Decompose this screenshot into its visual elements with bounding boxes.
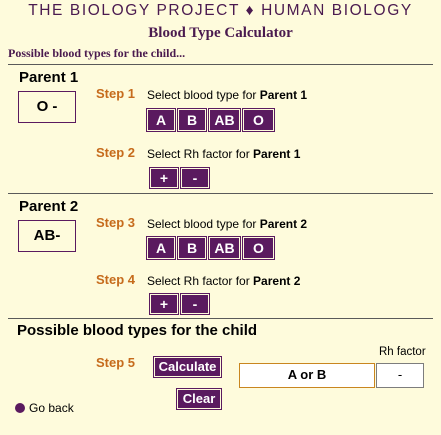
parent1-rh-buttons <box>150 168 209 188</box>
step4-instruction: Select Rh factor for Parent 2 <box>147 274 301 288</box>
step5-label: Step 5 <box>96 355 136 370</box>
parent1-type-a-button[interactable]: A <box>147 109 175 131</box>
parent2-heading: Parent 2 <box>19 198 79 215</box>
calculate-button[interactable]: Calculate <box>154 357 221 377</box>
bullet-icon <box>15 403 25 413</box>
child-heading: Possible blood types for the child <box>17 322 258 339</box>
page-title: Blood Type Calculator <box>148 25 293 41</box>
parent1-result: O - <box>18 91 76 123</box>
divider <box>8 193 433 194</box>
step3-label: Step 3 <box>96 215 136 230</box>
parent1-type-ab-button[interactable]: AB <box>209 109 240 131</box>
site-title: THE BIOLOGY PROJECT ♦ HUMAN BIOLOGY <box>28 2 413 19</box>
parent2-type-ab-button[interactable]: AB <box>209 237 240 259</box>
divider <box>8 318 433 319</box>
parent2-type-b-button[interactable]: B <box>178 237 206 259</box>
divider <box>8 64 433 65</box>
child-rh-factor-output: - <box>376 363 424 388</box>
go-back-link[interactable]: Go back <box>29 401 74 415</box>
parent2-type-buttons <box>147 237 274 259</box>
step4-label: Step 4 <box>96 272 136 287</box>
parent2-rh-buttons <box>150 294 209 314</box>
parent1-type-b-button[interactable]: B <box>178 109 206 131</box>
parent1-heading: Parent 1 <box>19 69 79 86</box>
parent2-result: AB- <box>18 220 76 252</box>
step1-instruction: Select blood type for Parent 1 <box>147 88 308 102</box>
parent2-rh-minus-button[interactable]: - <box>181 294 209 314</box>
parent2-type-a-button[interactable]: A <box>147 237 175 259</box>
page-subtitle: Possible blood types for the child... <box>8 46 186 60</box>
parent1-rh-minus-button[interactable]: - <box>181 168 209 188</box>
parent2-rh-plus-button[interactable]: + <box>150 294 178 314</box>
rh-factor-label: Rh factor <box>379 346 426 358</box>
parent1-type-o-button[interactable]: O <box>243 109 274 131</box>
parent1-type-buttons <box>147 109 274 131</box>
parent2-type-o-button[interactable]: O <box>243 237 274 259</box>
step2-instruction: Select Rh factor for Parent 1 <box>147 147 301 161</box>
step2-label: Step 2 <box>96 145 136 160</box>
parent1-rh-plus-button[interactable]: + <box>150 168 178 188</box>
clear-button[interactable]: Clear <box>177 389 221 409</box>
step1-label: Step 1 <box>96 86 136 101</box>
child-blood-type-output: A or B <box>239 363 375 388</box>
step3-instruction: Select blood type for Parent 2 <box>147 217 308 231</box>
